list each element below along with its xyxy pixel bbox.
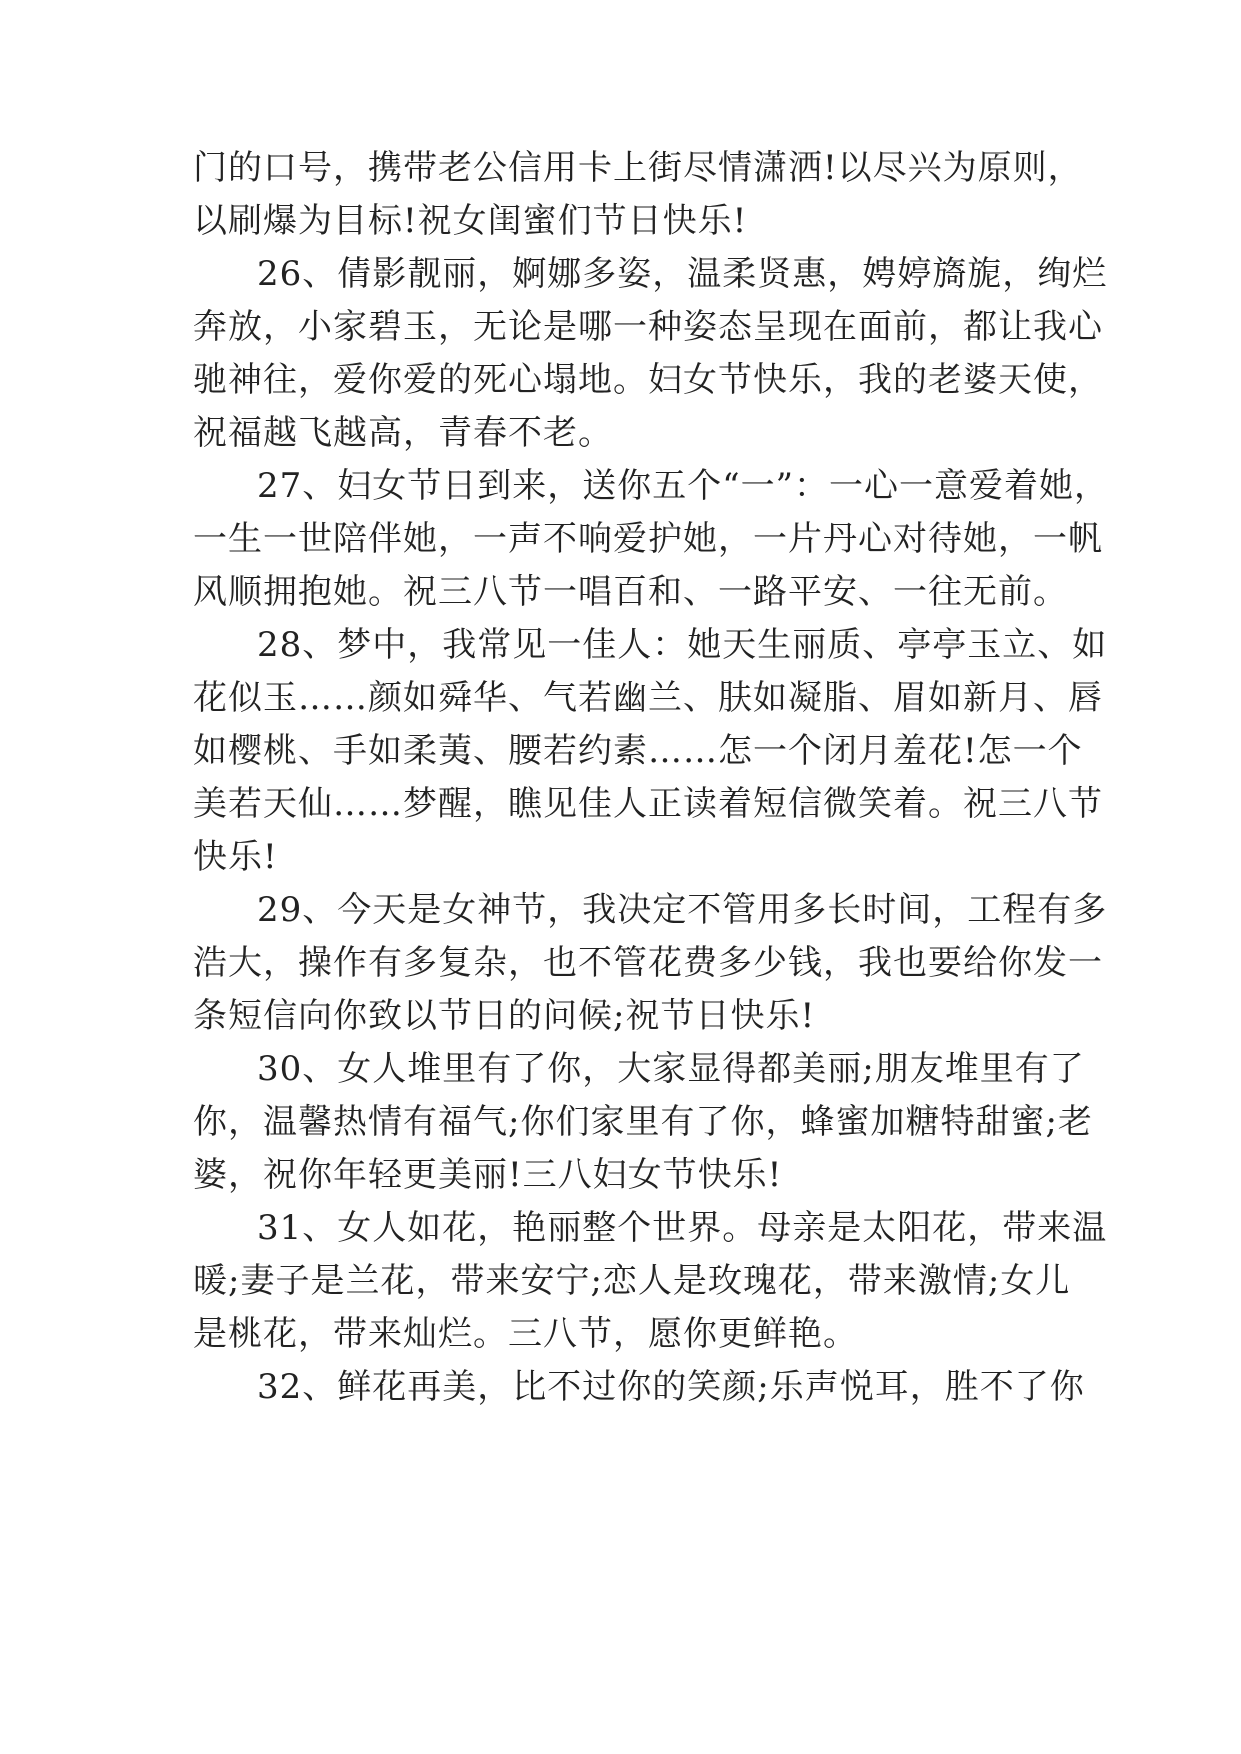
text-line: 美若天仙……梦醒，瞧见佳人正读着短信微笑着。祝三八节 — [193, 784, 1103, 824]
paragraph-31-start: 31、女人如花，艳丽整个世界。母亲是太阳花，带来温 — [257, 1208, 1108, 1248]
text-line: 祝福越飞越高，青春不老。 — [193, 413, 613, 453]
text-line: 门的口号，携带老公信用卡上街尽情潇洒!以尽兴为原则， — [193, 148, 1083, 188]
paragraph-32-start: 32、鲜花再美，比不过你的笑颜;乐声悦耳，胜不了你 — [257, 1367, 1085, 1407]
text-line: 以刷爆为目标!祝女闺蜜们节日快乐! — [193, 201, 748, 241]
text-line: 浩大，操作有多复杂，也不管花费多少钱，我也要给你发一 — [193, 943, 1103, 983]
text-line: 花似玉……颜如舜华、气若幽兰、肤如凝脂、眉如新月、唇 — [193, 678, 1103, 718]
text-line: 快乐! — [193, 837, 278, 877]
text-line: 婆，祝你年轻更美丽!三八妇女节快乐! — [193, 1155, 783, 1195]
text-line: 暖;妻子是兰花，带来安宁;恋人是玫瑰花，带来激情;女儿 — [193, 1261, 1071, 1301]
text-line: 是桃花，带来灿烂。三八节，愿你更鲜艳。 — [193, 1314, 858, 1354]
paragraph-28-start: 28、梦中，我常见一佳人：她天生丽质、亭亭玉立、如 — [257, 625, 1108, 665]
paragraph-30-start: 30、女人堆里有了你，大家显得都美丽;朋友堆里有了 — [257, 1049, 1085, 1089]
text-line: 驰神往，爱你爱的死心塌地。妇女节快乐，我的老婆天使， — [193, 360, 1103, 400]
text-line: 奔放，小家碧玉，无论是哪一种姿态呈现在面前，都让我心 — [193, 307, 1103, 347]
paragraph-29-start: 29、今天是女神节，我决定不管用多长时间，工程有多 — [257, 890, 1108, 930]
paragraph-27-start: 27、妇女节日到来，送你五个“一”：一心一意爱着她， — [257, 466, 1110, 506]
text-line: 一生一世陪伴她，一声不响爱护她，一片丹心对待她，一帆 — [193, 519, 1103, 559]
paragraph-26-start: 26、倩影靓丽，婀娜多姿，温柔贤惠，娉婷旖旎，绚烂 — [257, 254, 1108, 294]
text-line: 如樱桃、手如柔荑、腰若约素……怎一个闭月羞花!怎一个 — [193, 731, 1083, 771]
text-line: 你，温馨热情有福气;你们家里有了你，蜂蜜加糖特甜蜜;老 — [193, 1102, 1093, 1142]
text-line: 条短信向你致以节日的问候;祝节日快乐! — [193, 996, 816, 1036]
text-line: 风顺拥抱她。祝三八节一唱百和、一路平安、一往无前。 — [193, 572, 1068, 612]
